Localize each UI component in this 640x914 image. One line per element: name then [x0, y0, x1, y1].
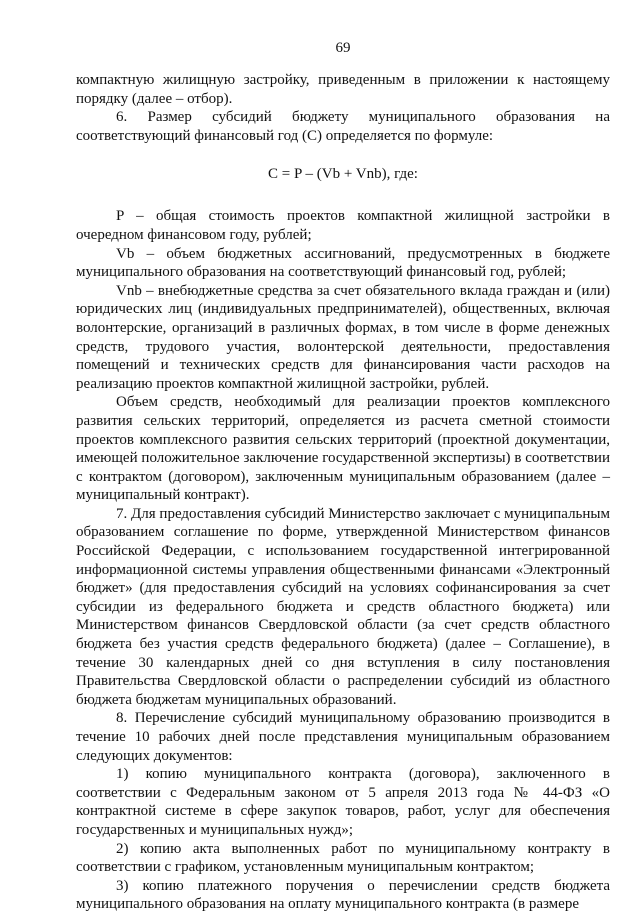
list-item-1: 1) копию муниципального контракта (договора), заключенного в соответствии с Федеральным законом от 5 апреля 2013 года № 44-ФЗ «О контрактной системе в сфере закупок товаров, работ, услуг для обеспечения государственных и муниципальных нужд»;: [76, 766, 610, 838]
formula: C = P – (Vb + Vnb), где:: [268, 166, 418, 183]
definition-p: P – общая стоимость проектов компактной жилищной застройки в очередном финансовом году, рублей;: [76, 208, 610, 243]
definition-vb: Vb – объем бюджетных ассигнований, предусмотренных в бюджете муниципального образования на соответствующий финансовый год, рублей;: [76, 245, 610, 281]
definition-vnb: Vnb – внебюджетные средства за счет обязательного вклада граждан и (или) юридических лиц (индивидуальных предпринимателей), общественных, включая волонтерские, организаций в различных формах, в том числе в форме денежных средств, трудового участия, волонтерской деятельности, предоставления помещений и технических средств для финансирования части расходов на реализацию проектов компактной жилищной застройки, рублей.: [76, 282, 610, 392]
paragraph-item-8: 8. Перечисление субсидий муниципальному образованию производится в течение 10 рабочих дней после представления муниципальным образованием следующих документов:: [76, 710, 610, 764]
paragraph-continuation: компактную жилищную застройку, приведенным в приложении к настоящему порядку (далее – отбор).: [76, 72, 610, 107]
paragraph-funds-volume: Объем средств, необходимый для реализации проектов комплексного развития сельских территорий, определяется из расчета сметной стоимости проектов комплексного развития сельских территорий (проектной документации, имеющей положительное заключение государственной экспертизы) в соответствии с контрактом (договором), заключенным муниципальным образованием (далее – муниципальный контракт).: [76, 394, 610, 504]
list-item-2: 2) копию акта выполненных работ по муниципальному контракту в соответствии с графиком, установленным муниципальным контрактом;: [76, 840, 610, 876]
paragraph-item-7: 7. Для предоставления субсидий Министерство заключает с муниципальным образованием соглашение по форме, утвержденной Министерством финансов Российской Федерации, с использованием государственной интегрированной информационной системы управления общественными финансами «Электронный бюджет» (для предоставления субсидий на условиях софинансирования за счет субсидии из федерального бюджета и средств областного бюджета) или Министерством финансов Свердловской области (за счет средств областного бюджета без участия средств федерального бюджета) (далее – Соглашение), в течение 30 календарных дней со дня вступления в силу постановления Правительства Свердловской области о распределении субсидий из областного бюджета бюджетам муниципальных образований.: [76, 505, 610, 708]
paragraph-item-6: 6. Размер субсидий бюджету муниципального образования на соответствующий финансовый год (С) определяется по формуле:: [76, 109, 610, 144]
page-number: 69: [335, 40, 351, 56]
list-item-3: 3) копию платежного поручения о перечислении средств бюджета муниципального образования на оплату муниципального контракта (в размере: [76, 877, 610, 913]
